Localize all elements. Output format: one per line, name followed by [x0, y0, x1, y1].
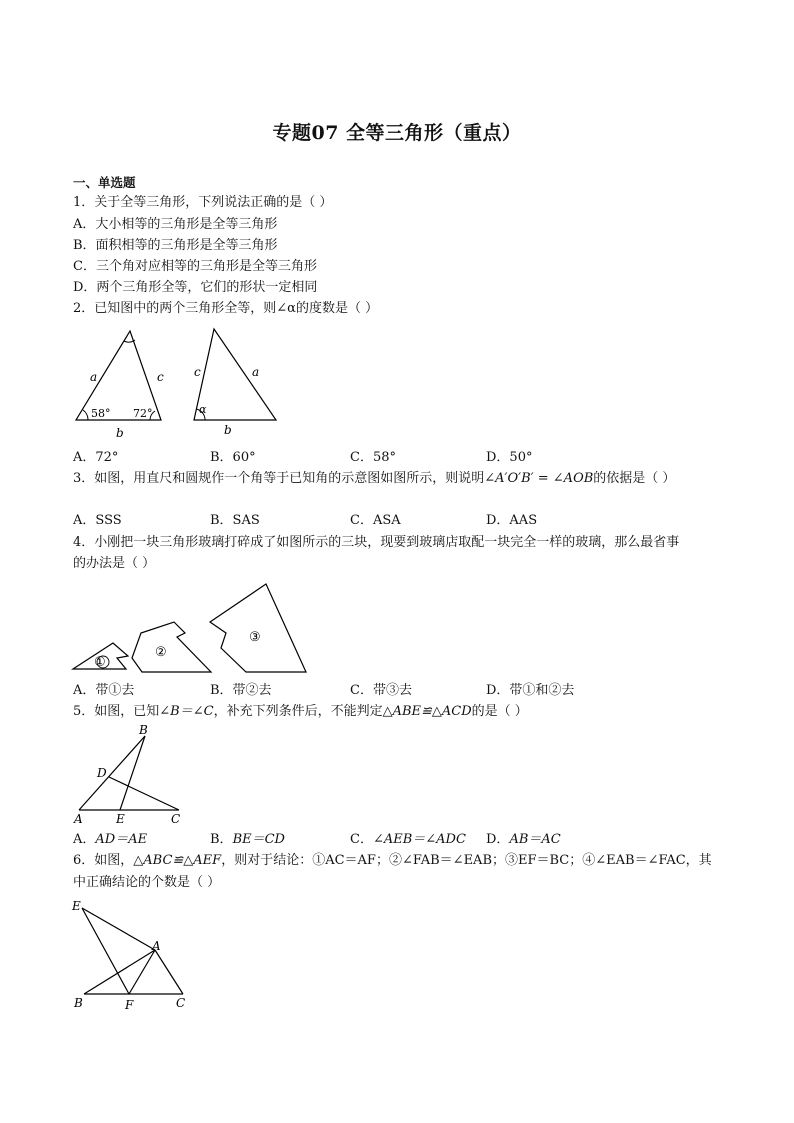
- q2-label-alpha: α: [199, 403, 207, 416]
- q6-label-f: F: [125, 998, 134, 1012]
- q2-option-b: B．60°: [210, 450, 256, 465]
- q5-stem-math2: △ABE≌△ACD: [382, 704, 472, 719]
- q3-stem: [73, 470, 675, 488]
- q6-label-c: C: [176, 996, 186, 1010]
- section-heading: 一、单选题: [73, 175, 136, 190]
- q2-figure: [70, 325, 290, 445]
- q2-option-c: C．58°: [350, 450, 396, 465]
- q4-option-d: D．带①和②去: [486, 683, 575, 698]
- q5-label-d: D: [97, 766, 107, 780]
- q1-option-b: B．面积相等的三角形是全等三角形: [73, 238, 278, 253]
- q3-stem-math: ∠A′O′B′ = ∠AOB: [484, 471, 594, 486]
- q2-label-c-left: c: [157, 370, 164, 384]
- q4-stem-line1: 4．小刚把一块三角形玻璃打碎成了如图所示的三块，现要到玻璃店取配一块完全一样的玻璃，那么最省事: [73, 535, 680, 550]
- q6-stem-math: △ABC≌△AEF: [133, 853, 222, 868]
- q4-option-c: C．带③去: [350, 683, 412, 698]
- q2-label-a-left: a: [90, 370, 98, 384]
- page-title: 专题07 全等三角形（重点）: [272, 122, 522, 144]
- q5-figure: [70, 722, 200, 828]
- q5-option-a: A．AD＝AE: [73, 832, 148, 847]
- q2-stem: 2．已知图中的两个三角形全等，则∠α的度数是（ ）: [73, 301, 379, 316]
- q6-stem-line2: 中正确结论的个数是（ ）: [73, 875, 221, 890]
- q3-option-b: B．SAS: [210, 513, 260, 528]
- q5-stem-mid: ，补充下列条件后，不能判定: [213, 704, 383, 719]
- q4-stem-line2: 的办法是（ ）: [73, 556, 156, 571]
- q5-stem: [73, 703, 528, 721]
- q5-option-b: B．BE＝CD: [210, 832, 285, 847]
- q1-option-d: D．两个三角形全等，它们的形状一定相同: [73, 280, 318, 295]
- q2-label-b-right: b: [224, 423, 232, 437]
- q6-stem: [73, 852, 712, 870]
- q3-stem-post: 的依据是（ ）: [593, 471, 676, 486]
- q5-label-b: B: [139, 723, 148, 737]
- q5-label-e: E: [116, 812, 125, 826]
- q3-option-a: A．SSS: [73, 513, 122, 528]
- q1-option-a: A．大小相等的三角形是全等三角形: [73, 217, 278, 232]
- q4-piece3-label: ③: [249, 630, 261, 645]
- q3-option-c: C．ASA: [350, 513, 401, 528]
- q2-option-a: A．72°: [73, 450, 119, 465]
- q2-angle-72: 72°: [133, 407, 153, 420]
- q6-label-b: B: [74, 996, 83, 1010]
- q5-stem-math1: ∠B＝∠C: [159, 704, 214, 719]
- q2-label-c-right: c: [194, 365, 201, 379]
- q4-piece2-label: ②: [155, 645, 167, 660]
- q2-angle-58: 58°: [91, 407, 111, 420]
- q6-label-a: A: [152, 939, 161, 953]
- q2-option-d: D．50°: [486, 450, 533, 465]
- q5-stem-post: 的是（ ）: [471, 704, 528, 719]
- q4-figure: [70, 580, 310, 676]
- q5-option-d: D．AB＝AC: [486, 832, 561, 847]
- q3-option-d: D．AAS: [486, 513, 538, 528]
- q1-option-c: C．三个角对应相等的三角形是全等三角形: [73, 259, 317, 274]
- q1-stem: 1．关于全等三角形，下列说法正确的是（ ）: [73, 195, 333, 210]
- q5-stem-pre: 5．如图，已知: [73, 704, 160, 719]
- q5-label-a: A: [74, 812, 83, 826]
- q5-label-c: C: [171, 812, 181, 826]
- q2-label-a-right: a: [252, 365, 260, 379]
- q6-label-e: E: [72, 899, 81, 913]
- q6-figure: [66, 896, 196, 1016]
- q4-option-b: B．带②去: [210, 683, 272, 698]
- q2-label-b-left: b: [116, 426, 124, 440]
- q3-stem-pre: 3．如图，用直尺和圆规作一个角等于已知角的示意图如图所示，则说明: [73, 471, 485, 486]
- q6-stem-post: ，则对于结论：①AC＝AF；②∠FAB＝∠EAB；③EF＝BC；④∠EAB＝∠FAC，其: [221, 853, 712, 868]
- q4-piece1-label: ①: [94, 655, 106, 670]
- q4-option-a: A．带①去: [73, 683, 135, 698]
- q6-stem-pre: 6．如图，: [73, 853, 134, 868]
- q5-option-c: C．∠AEB＝∠ADC: [350, 832, 466, 847]
